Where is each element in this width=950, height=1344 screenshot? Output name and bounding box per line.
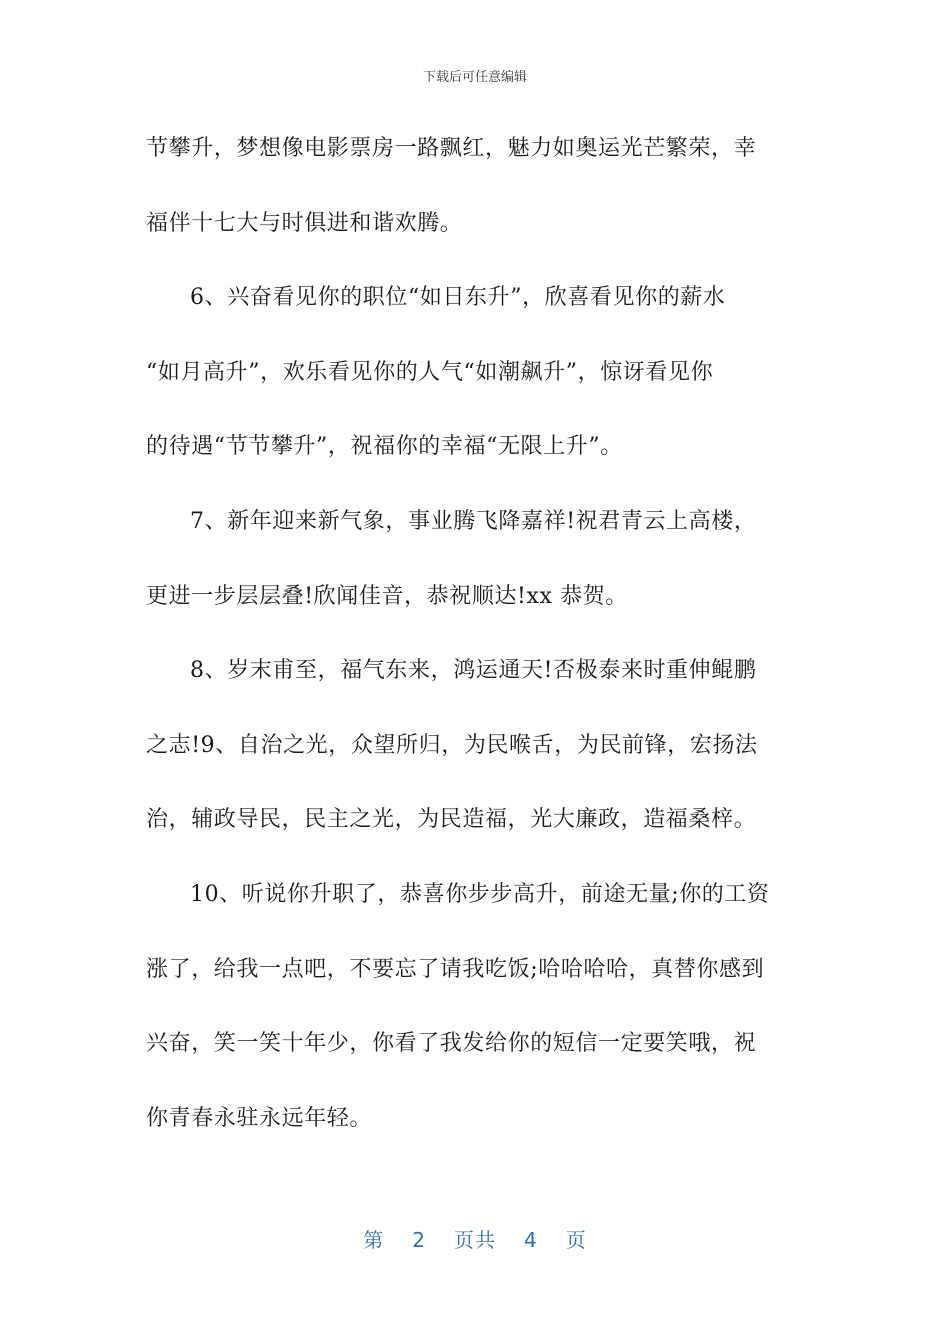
body-line-4: “如月高升”，欢乐看见你的人气“如潮飙升”，惊讶看见你 bbox=[146, 359, 714, 385]
document-body bbox=[146, 112, 806, 1156]
body-line-14: 你青春永驻永远年轻。 bbox=[146, 1105, 373, 1131]
page-footer bbox=[0, 1224, 950, 1253]
body-line-11: 10、听说你升职了，恭喜你步步高升，前途无量;你的工资 bbox=[190, 881, 770, 907]
footer-suffix: 页 bbox=[565, 1228, 587, 1252]
body-line-8: 8、岁末甫至，福气东来，鸿运通天!否极泰来时重伸鲲鹏 bbox=[190, 658, 757, 684]
body-line-9: 之志!9、自治之光，众望所归，为民喉舌，为民前锋，宏扬法 bbox=[146, 732, 758, 758]
body-line-12: 涨了，给我一点吧，不要忘了请我吃饭;哈哈哈哈，真替你感到 bbox=[146, 956, 765, 982]
footer-current-page: 2 bbox=[412, 1228, 426, 1252]
body-line-7: 更进一步层层叠!欣闻佳音，恭祝顺达!xx 恭贺。 bbox=[146, 583, 628, 609]
body-line-13: 兴奋，笑一笑十年少，你看了我发给你的短信一定要笑哦，祝 bbox=[146, 1031, 757, 1057]
footer-total-pages: 4 bbox=[524, 1228, 538, 1252]
body-line-10: 治，辅政导民，民主之光，为民造福，光大廉政，造福桑梓。 bbox=[146, 807, 757, 833]
body-line-5: 的待遇“节节攀升”，祝福你的幸福“无限上升”。 bbox=[146, 434, 623, 460]
body-line-6: 7、新年迎来新气象，事业腾飞降嘉祥!祝君青云上高楼， bbox=[190, 508, 757, 534]
footer-prefix: 第 bbox=[363, 1228, 385, 1252]
body-line-2: 福伴十七大与时俱进和谐欢腾。 bbox=[146, 210, 463, 236]
body-line-3: 6、兴奋看见你的职位“如日东升”，欣喜看见你的薪水 bbox=[190, 285, 726, 311]
footer-middle: 页共 bbox=[454, 1228, 496, 1252]
body-line-1: 节攀升，梦想像电影票房一路飘红，魅力如奥运光芒繁荣，幸 bbox=[146, 136, 757, 161]
page-header: 下载后可任意编辑 bbox=[422, 70, 527, 85]
